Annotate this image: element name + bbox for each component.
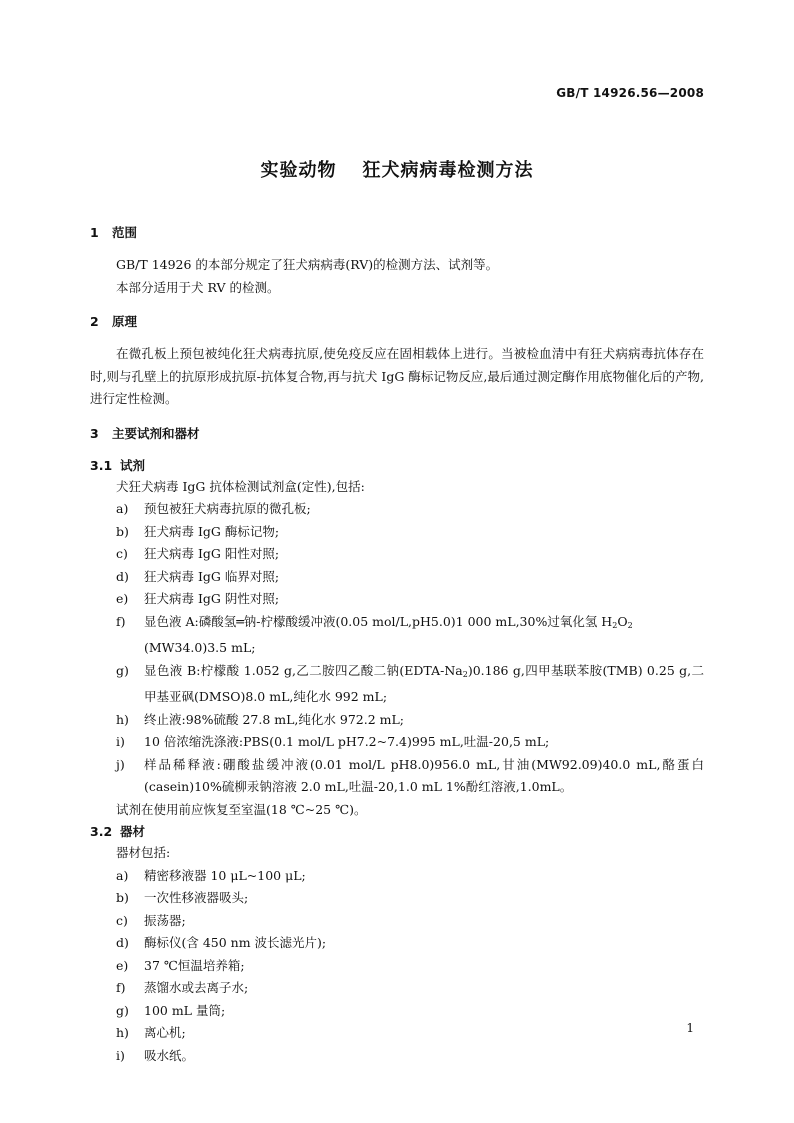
list-marker: i) [116,1047,125,1063]
section-1-heading [90,222,704,243]
list-text: 离心机; [144,1025,186,1040]
list-text: 吸水纸。 [144,1047,195,1063]
list-marker: c) [116,912,128,928]
list-text: 狂犬病毒 IgG 阳性对照; [144,546,280,561]
list-text: 100 mL 量筒; [144,1002,226,1018]
list-text: 10 倍浓缩洗涤液:PBS(0.1 mol/L pH7.2~7.4)995 mL,吐温-20,5 mL; [144,734,550,749]
document-body [90,222,704,1067]
section-title: 试剂 [120,457,146,473]
list-item [90,660,704,709]
list-marker: a) [116,501,129,516]
list-marker: b) [116,523,129,539]
text-fragment: 显色液 B:柠檬酸 1.052 g,乙二胺四乙酸二钠(EDTA-Na [144,662,463,678]
section-number: 3.1 [90,457,113,473]
list-item [90,731,704,754]
subscript: 2 [627,620,633,630]
section-3-2-heading [90,821,704,842]
section-title: 器材 [120,824,146,839]
list-marker: e) [116,591,129,606]
section-number: 1 [90,225,99,240]
list-item [90,754,704,799]
list-item [90,910,704,933]
list-marker: i) [116,734,125,749]
section-3-heading [90,423,704,444]
list-text [144,611,704,660]
list-marker: h) [116,711,129,727]
list-item [90,709,704,732]
subscript: 2 [462,669,468,679]
list-marker: h) [116,1025,129,1040]
list-item [90,543,704,566]
section-title: 主要试剂和器材 [112,425,200,441]
reagent-intro: 犬狂犬病毒 IgG 抗体检测试剂盒(定性),包括: [116,478,365,494]
list-marker: d) [116,568,129,584]
list-marker: j) [116,756,125,772]
list-text: 酶标仪(含 450 nm 波长滤光片); [144,935,327,950]
list-marker: g) [116,662,129,678]
list-text: 精密移液器 10 μL~100 μL; [144,867,306,883]
document-title [0,156,794,182]
list-item [90,521,704,544]
text-fragment: O [617,613,628,629]
section-2-paragraph: 在微孔板上预包被纯化狂犬病毒抗原,使免疫反应在固相载体上进行。当被检血清中有狂犬病病毒抗体存在时,则与孔壁上的抗原形成抗原-抗体复合物,再与抗犬 IgG 酶标记物反应,最后通过测定酶作用底物催化后的产物,进行定性检测。 [90,346,704,406]
section-1-paragraph-2: 本部分适用于犬 RV 的检测。 [116,279,280,295]
list-text: 振荡器; [144,912,186,928]
list-text: 狂犬病毒 IgG 阴性对照; [144,591,280,606]
section-number: 3.2 [90,824,113,839]
standard-number: GB/T 14926.56—2008 [556,86,704,100]
list-marker: f) [116,980,126,995]
list-text: 预包被狂犬病毒抗原的微孔板; [144,501,311,516]
text-fragment: (MW34.0)3.5 mL; [144,640,256,655]
list-marker: f) [116,613,126,629]
section-2-heading [90,311,704,332]
section-3-1-heading [90,455,704,476]
list-text [144,660,704,709]
list-text: 37 ℃恒温培养箱; [144,957,245,973]
list-text: 蒸馏水或去离子水; [144,980,249,995]
section-title: 范围 [112,225,138,240]
list-text: 狂犬病毒 IgG 酶标记物; [144,523,280,539]
section-number: 2 [90,314,99,329]
list-item [90,498,704,521]
list-text: 终止液:98%硫酸 27.8 mL,纯化水 972.2 mL; [144,711,404,727]
list-item [90,588,704,611]
list-item [90,977,704,1000]
list-text: 一次性移液器吸头; [144,890,249,905]
section-title: 原理 [112,314,138,329]
list-marker: a) [116,867,129,883]
title-part2: 狂犬病病毒检测方法 [362,160,534,181]
list-marker: c) [116,546,128,561]
text-fragment: )0.186 g,四甲基联苯胺(TMB) 0.25 g,二甲基亚砜(DMSO)8.0 mL,纯化水 992 mL; [144,662,704,704]
list-text: 狂犬病毒 IgG 临界对照; [144,568,280,584]
list-item [90,1045,704,1068]
list-marker: e) [116,957,129,973]
list-item [90,566,704,589]
list-item [90,932,704,955]
list-item [90,887,704,910]
list-text: 样品稀释液:硼酸盐缓冲液(0.01 mol/L pH8.0)956.0 mL,甘油(MW92.09)40.0 mL,酪蛋白(casein)10%硫柳汞钠溶液 2.0 mL,吐温-20,1.0 mL 1%酚红溶液,1.0mL。 [144,756,704,794]
reagent-outro: 试剂在使用前应恢复至室温(18 ℃~25 ℃)。 [116,801,367,817]
list-item [90,955,704,978]
equipment-intro: 器材包括: [116,845,171,860]
list-item [90,611,704,660]
list-item [90,1022,704,1045]
title-part1: 实验动物 [260,160,337,181]
list-marker: g) [116,1002,129,1018]
list-marker: d) [116,935,129,950]
list-item [90,865,704,888]
page-number: 1 [686,1021,694,1035]
list-item [90,1000,704,1023]
section-1-paragraph-1: GB/T 14926 的本部分规定了狂犬病病毒(RV)的检测方法、试剂等。 [116,257,499,272]
subscript: 2 [612,620,618,630]
section-number: 3 [90,425,99,441]
list-marker: b) [116,890,129,905]
text-fragment: 显色液 A:磷酸氢═钠-柠檬酸缓冲液(0.05 mol/L,pH5.0)1 000 mL,30%过氧化氢 H [144,613,613,629]
